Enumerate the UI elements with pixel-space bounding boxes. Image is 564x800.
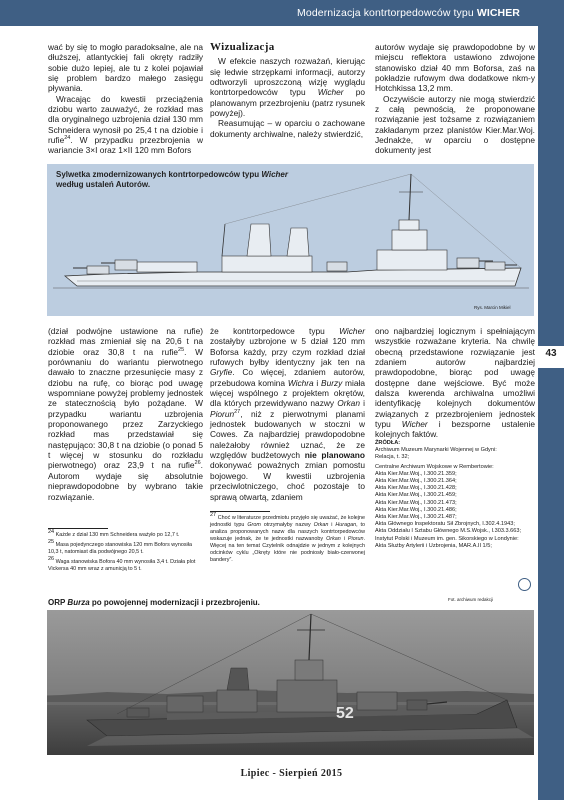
source-line: Akta Kier.Mar.Woj., I.300.21.428; xyxy=(375,485,457,492)
sources-title: ŹRÓDŁA: xyxy=(375,440,401,446)
running-header xyxy=(0,0,520,26)
paragraph: autorów wydaje się prawdopodobne by w miejscu reflektora ustawiono zdwojone stanowisko dział 40 mm Boforsa, zaś na pokładzie rufowym dwa dodatkowe nkm-y Hotchkissa 13,2 mm. xyxy=(375,42,535,94)
footnote-rule xyxy=(210,511,270,512)
photo-credit: Fot. archiwum redakcji xyxy=(448,597,494,602)
source-line: Akta Kier.Mar.Woj., I.300.21.359; xyxy=(375,470,457,477)
photo-caption: ORP Burza po powojennej modernizacji i przezbrojeniu. xyxy=(48,598,260,607)
source-line: Centralne Archiwum Wojskowe w Rembertowie: xyxy=(375,463,494,470)
sources-list xyxy=(375,440,535,550)
column-2-mid xyxy=(210,326,365,502)
figure-caption: Sylwetka zmodernizowanych kontrtorpedowców typu Wicher według ustaleń Autorów. xyxy=(56,170,288,189)
footer-issue: Lipiec - Sierpień 2015 xyxy=(240,768,343,779)
source-line: Archiwum Muzeum Marynarki Wojennej w Gdyni: xyxy=(375,447,497,454)
column-3-top xyxy=(375,42,535,156)
hull-number: 52 xyxy=(336,705,354,722)
source-line: Akta Służby Artylerii i Uzbrojenia, MAR.A.II 1/5; xyxy=(375,542,492,549)
ship-photo-drawing xyxy=(47,610,534,755)
ship-silhouette-figure xyxy=(47,164,534,316)
paragraph: W efekcie naszych rozważań, kierując się ledwie strzępkami informacji, autorzy odtworzyli uproszczoną wizję wyglądu kontrtorpedowców typu Wicher po planowanym przezbrojeniu (patrz rysunek powyżej). xyxy=(210,56,365,119)
paragraph: że kontrtorpedowce typu Wicher zostałyby uzbrojone w 5 dział 120 mm Boforsa każdy, przy czym rozkład dział rufowych byłby identyczny jak ten na Gryfie. Co więcej, zdaniem autorów, przebudowa komina Wichra i Burzy miała więcej wspólnego z projektem okrętów, dla których przewidywano nazwy Orkan i Piorun$^{27}$, niż z pierwotnymi planami jednostek budowanych w stoczni w Cowes. Za najbardziej prawdopodobne należałoby również uznać, że ze względów budżetowych nie planowano dokonywać poważnych zmian pomostu bojowego. W kwestii uzbrojenia przeciwlotniczego, choć pozostaje to sprawą otwartą, zdaniem xyxy=(210,326,365,502)
ship-photo xyxy=(47,610,534,755)
page-number: 43 xyxy=(545,348,557,359)
footnote: $^{27}$ Choć w literaturze przedmiotu przyjęło się uważać, że kolejne jednostki typu Grom otrzymałyby nazwy Orkan i Huragan, to analiza proponowanych nazw dla naszych kontrtorpedowców wskazuje jednak, że te jednostki nazwanoby Orkan i Piorun. Więcej na ten temat Czytelnik odnajdzie w jednym z kolejnych odcinków cyklu „Okręty które nie podniosły biało-czerwonej bandery”. xyxy=(210,512,365,563)
column-1-mid xyxy=(48,326,203,502)
column-2-top xyxy=(210,42,365,139)
column-3-mid xyxy=(375,326,535,440)
source-line: Akta Oddziału I Sztabu Głównego M.S.Wojsk., I.303.3.663; xyxy=(375,528,522,535)
column-1-top xyxy=(48,42,203,156)
paragraph: Oczywiście autorzy nie mogą stwierdzić z całą pewnością, że proponowane rozwiązanie jest tożsame z rozwiązaniem zakładanym przez planistów Kier.Mar.Woj. Jednakże, w oparciu o dostępne dokumenty jest xyxy=(375,93,535,156)
paragraph: wać by się to mogło paradoksalne, ale na dłuższej, atlantyckiej fali okręty radziły sobie dużo lepiej, ale tu z kolei pojawiał się problem bardzo małego zasięgu pływania. xyxy=(48,42,203,94)
source-line: Akta Głównego Inspektoratu Sił Zbrojnych, I.302.4.1943; xyxy=(375,521,515,528)
header-title-strong: WICHER xyxy=(476,7,520,19)
section-heading: Wizualizacja xyxy=(210,41,275,53)
footnote: $^{25}$ Masa pojedynczego stanowiska 120 mm Bofors wynosiła 10,3 t, natomiast dla podwójnego 20,5 t. xyxy=(48,539,192,555)
figure-credit: Rys. Marcin Mikiel xyxy=(474,305,511,310)
paragraph: Wracając do kwestii przeciążenia dziobu warto zauważyć, że rozkład mas dla oryginalnego uzbrojenia dział 130 mm Schneidera wynosił po 25,4 t na dziobie i rufie$^{24}$. W przypadku przezbrojenia w wariancie 3×I oraz 1×II 120 mm Bofors xyxy=(48,93,203,156)
source-line: Akta Kier.Mar.Woj., I.300.21.459; xyxy=(375,492,457,499)
source-line: Akta Kier.Mar.Woj., I.300.21.364; xyxy=(375,478,457,485)
header-title: Modernizacja kontrtorpedowców typu xyxy=(297,7,474,19)
footnotes-column-2 xyxy=(210,511,365,564)
edge-bar xyxy=(538,26,564,800)
footnote: $^{26}$ Waga stanowiska Bofora 40 mm wynosiła 3,4 t. Działa plot Vickersa 40 mm wraz z amunicją to 5 t. xyxy=(48,556,196,572)
footnotes-column-1 xyxy=(48,528,203,573)
source-line: Akta Kier.Mar.Woj., I.300.21.473; xyxy=(375,499,457,506)
source-line: Relacja, t. 32; xyxy=(375,454,410,461)
source-line: Akta Kier.Mar.Woj., I.300.21.486; xyxy=(375,506,457,513)
archive-seal-icon xyxy=(518,578,531,591)
source-line: Akta Kier.Mar.Woj., I.300.21.487; xyxy=(375,514,457,521)
paragraph: Reasumując – w oparciu o zachowane dokumenty archiwalne, należy stwierdzić, xyxy=(210,118,365,139)
footnote: $^{24}$ Każde z dział 130 mm Schneidera ważyło po 12,7 t. xyxy=(48,529,180,538)
paragraph: ono najbardziej logicznym i spełniającym wszystkie rozważane kryteria. Na chwilę obecną przedstawione rozwiązanie jest zdaniem autorów najbardziej prawdopodobne, biorąc pod uwagę dostępne dane wejściowe. Być może dalsza kwerenda archiwalna umożliwi identyfikację kolejnych dokumentów związanych z przezbrojeniem jednostek typu Wicher i bezsporne ustalenie kolejnych faktów. xyxy=(375,326,535,440)
source-line: Instytut Polski i Muzeum im. gen. Sikorskiego w Londynie: xyxy=(375,535,519,542)
footnote-rule xyxy=(48,528,108,529)
paragraph: (dział podwójne ustawione na rufie) rozkład mas zmieniał się na 20,6 t na dziobie oraz 30,8 t na rufie$^{25}$. W porównaniu do wariantu pierwotnego dawało to znaczne przesunięcie masy z dziobu na rufę, co biorąc pod uwagę wspomniane powyżej problemy jednostek ze statecznością było pożądane. W przypadku wariantu uzbrojenia proponowanego przez Zarzyckiego rozkład mas przedstawiał się następująco: 30,8 t na dziobie (o ponad 5 t więcej w stosunku do rozkładu pierwotnego) oraz 23,9 t na rufie$^{26}$. Autorom wydaje się absolutnie nieprawdopodobne by wybrano takie rozwiązanie. xyxy=(48,326,203,502)
